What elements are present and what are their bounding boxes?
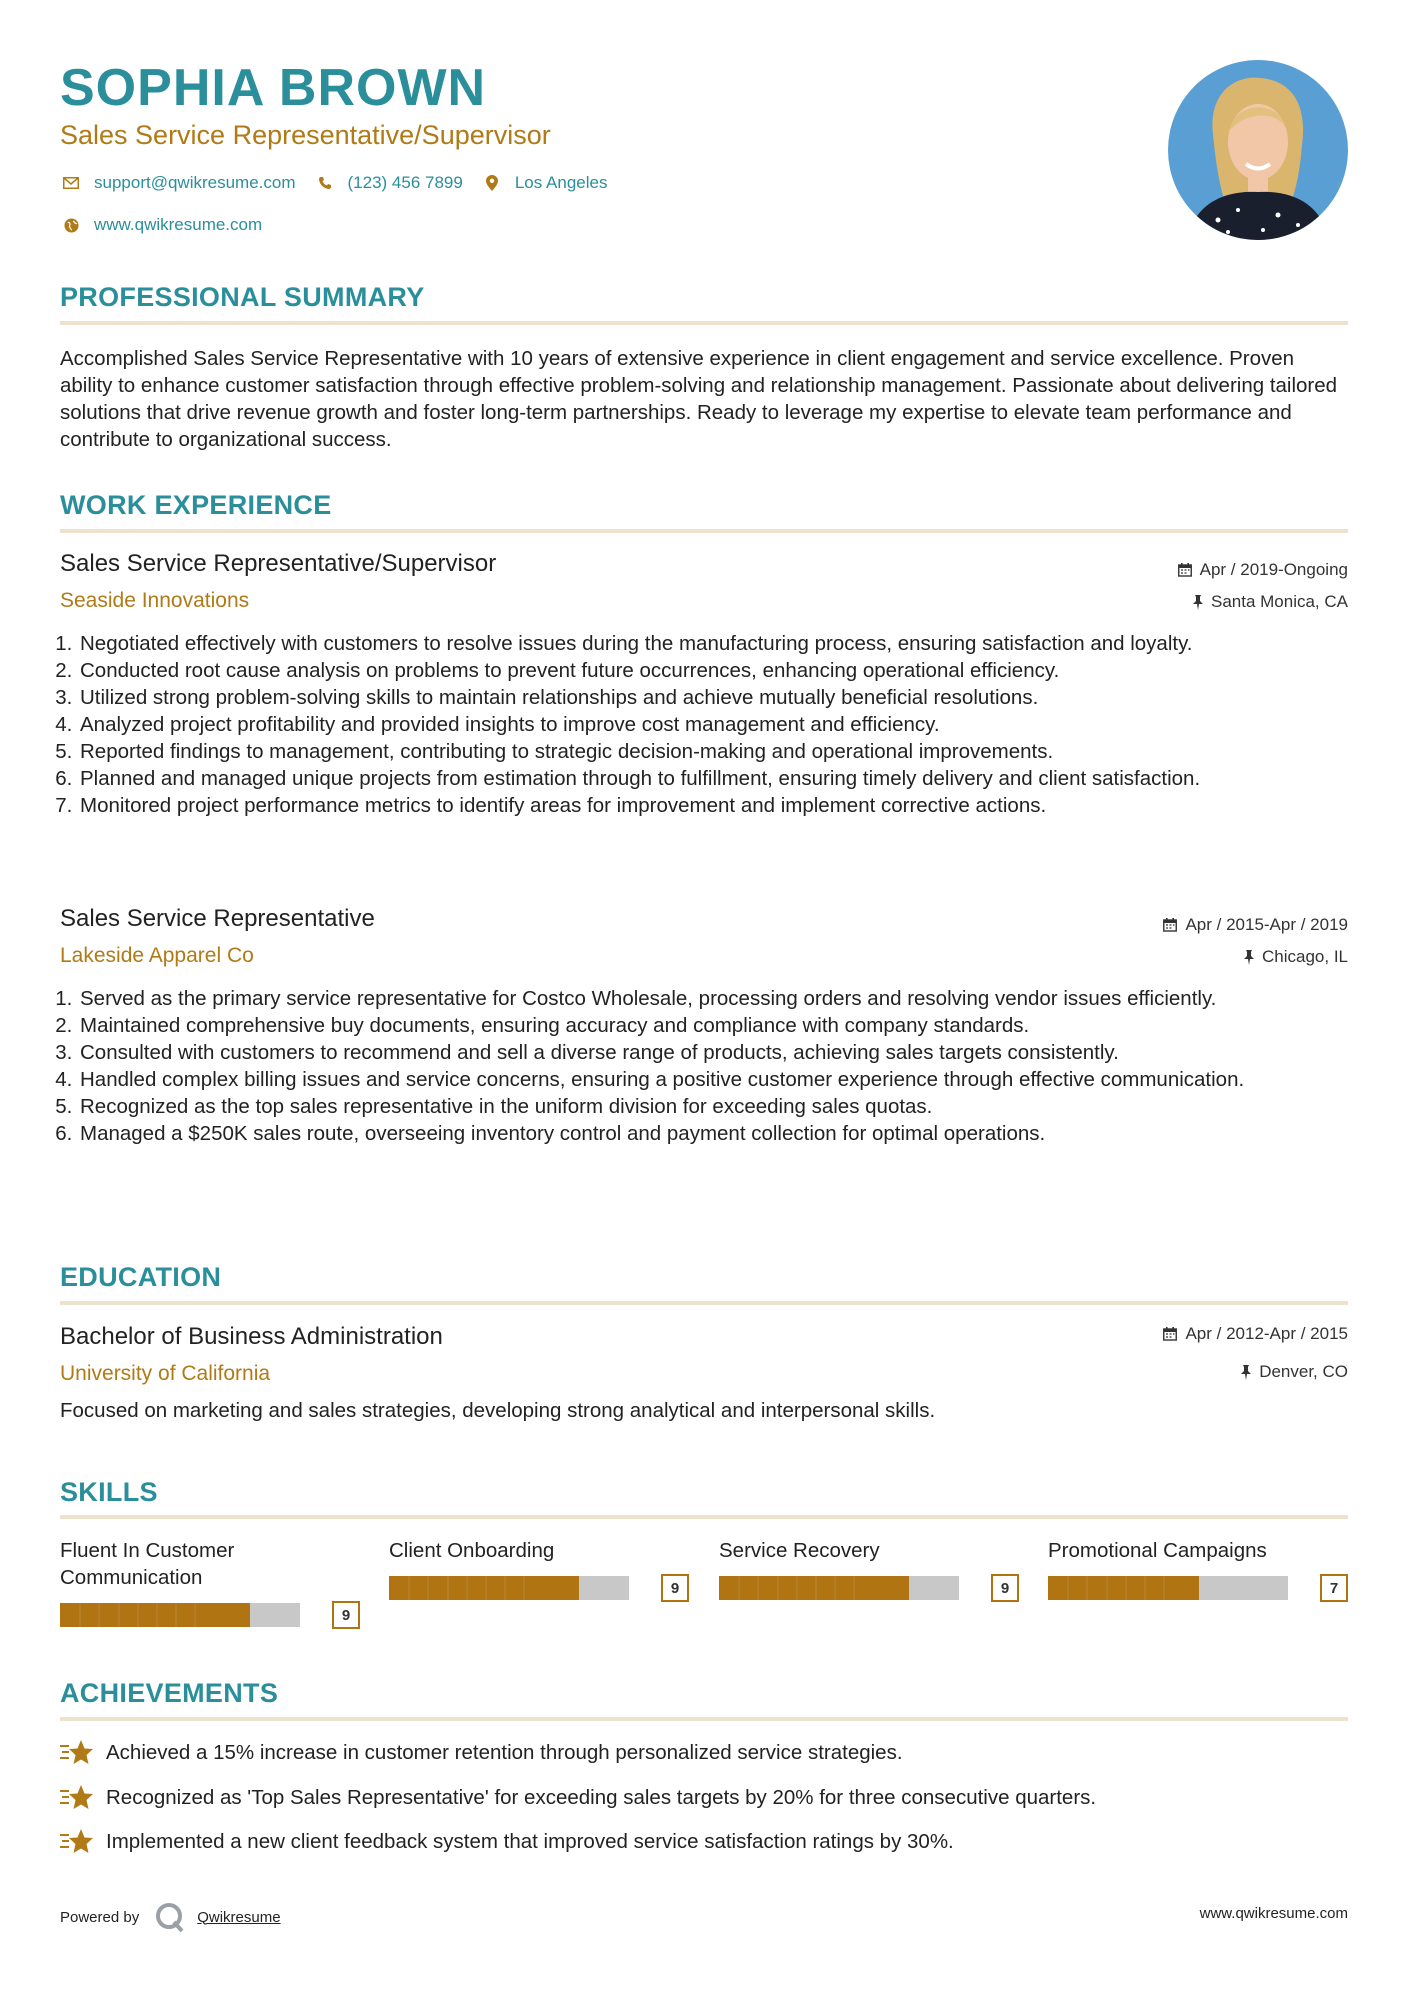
list-item: 3. Consulted with customers to recommend and sell a diverse range of products, achieving sales targets consistently. xyxy=(78,1039,1348,1066)
footer-branding xyxy=(60,1900,281,1934)
list-item: 5. Reported findings to management, contributing to strategic decision-making and operational improvements. xyxy=(78,738,1348,765)
skill-segment-divider xyxy=(1106,1576,1108,1600)
skill-segment-divider xyxy=(738,1576,740,1600)
skill-segment-divider xyxy=(156,1603,158,1627)
calendar-icon xyxy=(1178,563,1192,577)
skills-heading: SKILLS xyxy=(60,1477,158,1507)
skill-segment-divider xyxy=(466,1576,468,1600)
job-dates xyxy=(1163,915,1348,935)
skill-item xyxy=(389,1537,689,1600)
skill-track xyxy=(719,1576,959,1600)
job-company: Seaside Innovations xyxy=(60,589,250,612)
job-title: Sales Service Representative/Supervisor xyxy=(60,550,497,577)
phone-icon xyxy=(314,172,336,194)
pushpin-icon xyxy=(1241,1365,1251,1380)
qwikresume-link[interactable]: Qwikresume xyxy=(197,1908,281,1926)
skill-track xyxy=(60,1603,300,1627)
achievement-text: Recognized as 'Top Sales Representative' for exceeding sales targets by 20% for three consecutive quarters. xyxy=(106,1786,1097,1809)
star-icon xyxy=(60,1783,94,1813)
list-item: 7. Monitored project performance metrics to identify areas for improvement and implement corrective actions. xyxy=(78,792,1348,819)
job-location-text: Chicago, IL xyxy=(1262,947,1348,966)
contact-row xyxy=(60,172,625,194)
skill-segment-divider xyxy=(447,1576,449,1600)
skill-segment-divider xyxy=(1086,1576,1088,1600)
list-item: 6. Managed a $250K sales route, overseeing inventory control and payment collection for optimal operations. xyxy=(78,1120,1348,1147)
section-divider xyxy=(60,1717,1348,1721)
job-bullets xyxy=(60,630,1348,819)
job-bullets xyxy=(60,985,1348,1147)
phone-number[interactable]: (123) 456 7899 xyxy=(347,173,463,192)
achievements-heading: ACHIEVEMENTS xyxy=(60,1678,279,1708)
footer-site-link[interactable]: www.qwikresume.com xyxy=(1199,1905,1348,1922)
list-item: 4. Handled complex billing issues and service concerns, ensuring a positive customer experience through effective communication. xyxy=(78,1066,1348,1093)
education-dates xyxy=(1163,1324,1348,1344)
skill-level-badge: 9 xyxy=(991,1574,1019,1602)
skill-segment-divider xyxy=(504,1576,506,1600)
summary-heading: PROFESSIONAL SUMMARY xyxy=(60,282,425,312)
website-link[interactable]: www.qwikresume.com xyxy=(94,215,263,234)
skill-segment-divider xyxy=(485,1576,487,1600)
skill-name: Fluent In Customer Communication xyxy=(60,1539,235,1589)
list-item: 1. Served as the primary service representative for Costco Wholesale, processing orders and resolving vendor issues efficiently. xyxy=(78,985,1348,1012)
job-dates-text: Apr / 2015-Apr / 2019 xyxy=(1185,915,1348,934)
skill-segment-divider xyxy=(1125,1576,1127,1600)
skill-segment-divider xyxy=(194,1603,196,1627)
skill-segment-divider xyxy=(175,1603,177,1627)
skill-track xyxy=(389,1576,629,1600)
skill-segment-divider xyxy=(834,1576,836,1600)
star-icon xyxy=(60,1738,94,1768)
location-text: Los Angeles xyxy=(514,173,608,192)
school-name: University of California xyxy=(60,1362,271,1385)
achievement-item xyxy=(60,1783,1096,1813)
education-heading: EDUCATION xyxy=(60,1262,222,1292)
profile-photo xyxy=(1168,60,1348,240)
skill-segment-divider xyxy=(98,1603,100,1627)
list-item: 2. Maintained comprehensive buy documents, ensuring accuracy and compliance with company standards. xyxy=(78,1012,1348,1039)
job-location xyxy=(1193,592,1348,612)
map-marker-icon xyxy=(481,172,503,194)
skill-segment-divider xyxy=(796,1576,798,1600)
skill-segment-divider xyxy=(118,1603,120,1627)
skill-segment-divider xyxy=(523,1576,525,1600)
skill-segment-divider xyxy=(777,1576,779,1600)
star-icon xyxy=(60,1827,94,1857)
job-location xyxy=(1244,947,1348,967)
summary-text: Accomplished Sales Service Representative with 10 years of extensive experience in client engagement and service excellence. Proven ability to enhance customer satisfaction through effective problem-solving and relationship management. Passionate about delivering tailored solutions that drive revenue growth and foster long-term partnerships. Ready to leverage my expertise to elevate team performance and contribute to organizational success. xyxy=(60,347,1338,451)
skill-segment-divider xyxy=(1067,1576,1069,1600)
achievement-item xyxy=(60,1827,954,1857)
job-location-text: Santa Monica, CA xyxy=(1210,592,1348,611)
candidate-role: Sales Service Representative/Supervisor xyxy=(60,120,551,150)
website-row xyxy=(60,214,280,236)
globe-icon xyxy=(60,214,82,236)
candidate-name: SOPHIA BROWN xyxy=(60,59,487,117)
skill-segment-divider xyxy=(1144,1576,1146,1600)
calendar-icon xyxy=(1163,918,1177,932)
email-link[interactable]: support@qwikresume.com xyxy=(94,173,296,192)
list-item: 6. Planned and managed unique projects from estimation through to fulfillment, ensuring timely delivery and client satisfaction. xyxy=(78,765,1348,792)
skill-segment-divider xyxy=(137,1603,139,1627)
skill-bar xyxy=(60,1601,360,1627)
skill-bar xyxy=(389,1574,689,1600)
experience-heading: WORK EXPERIENCE xyxy=(60,490,332,520)
skill-segment-divider xyxy=(1163,1576,1165,1600)
list-item: 1. Negotiated effectively with customers to resolve issues during the manufacturing process, ensuring satisfaction and loyalty. xyxy=(78,630,1348,657)
achievement-item xyxy=(60,1738,903,1768)
skill-segment-divider xyxy=(757,1576,759,1600)
list-item: 4. Analyzed project profitability and provided insights to improve cost management and efficiency. xyxy=(78,711,1348,738)
section-divider xyxy=(60,529,1348,533)
skill-item xyxy=(1048,1537,1348,1600)
degree-title: Bachelor of Business Administration xyxy=(60,1323,443,1350)
education-dates-text: Apr / 2012-Apr / 2015 xyxy=(1185,1324,1348,1343)
skill-item xyxy=(60,1537,360,1627)
job-title: Sales Service Representative xyxy=(60,905,375,932)
skill-fill xyxy=(719,1576,909,1600)
powered-by-label: Powered by xyxy=(60,1908,140,1926)
skill-bar xyxy=(1048,1574,1348,1600)
skill-name: Client Onboarding xyxy=(389,1539,555,1562)
skill-segment-divider xyxy=(427,1576,429,1600)
pushpin-icon xyxy=(1244,950,1254,965)
envelope-icon xyxy=(60,172,82,194)
list-item: 3. Utilized strong problem-solving skills to maintain relationships and achieve mutually beneficial resolutions. xyxy=(78,684,1348,711)
skill-fill xyxy=(389,1576,579,1600)
pushpin-icon xyxy=(1193,595,1203,610)
skill-fill xyxy=(60,1603,250,1627)
education-location xyxy=(1241,1362,1348,1382)
skill-fill xyxy=(1048,1576,1199,1600)
achievement-text: Implemented a new client feedback system that improved service satisfaction ratings by 30%. xyxy=(106,1830,954,1853)
skill-segment-divider xyxy=(79,1603,81,1627)
education-location-text: Denver, CO xyxy=(1259,1362,1348,1381)
skill-level-badge: 7 xyxy=(1320,1574,1348,1602)
list-item: 2. Conducted root cause analysis on problems to prevent future occurrences, enhancing operational efficiency. xyxy=(78,657,1348,684)
section-divider xyxy=(60,1301,1348,1305)
skill-segment-divider xyxy=(853,1576,855,1600)
calendar-icon xyxy=(1163,1327,1177,1341)
list-item: 5. Recognized as the top sales representative in the uniform division for exceeding sales quotas. xyxy=(78,1093,1348,1120)
skill-level-badge: 9 xyxy=(332,1601,360,1629)
achievement-text: Achieved a 15% increase in customer retention through personalized service strategies. xyxy=(106,1741,903,1764)
skill-track xyxy=(1048,1576,1288,1600)
job-dates xyxy=(1178,560,1348,580)
skill-segment-divider xyxy=(815,1576,817,1600)
qwikresume-logo-icon xyxy=(153,1900,187,1934)
skill-name: Promotional Campaigns xyxy=(1048,1539,1267,1562)
job-dates-text: Apr / 2019-Ongoing xyxy=(1199,560,1348,579)
skill-name: Service Recovery xyxy=(719,1539,880,1562)
skill-bar xyxy=(719,1574,1019,1600)
job-company: Lakeside Apparel Co xyxy=(60,944,254,967)
skill-level-badge: 9 xyxy=(661,1574,689,1602)
skill-item xyxy=(719,1537,1019,1600)
section-divider xyxy=(60,1515,1348,1519)
education-description: Focused on marketing and sales strategies, developing strong analytical and interpersonal skills. xyxy=(60,1399,936,1422)
skill-segment-divider xyxy=(408,1576,410,1600)
section-divider xyxy=(60,321,1348,325)
